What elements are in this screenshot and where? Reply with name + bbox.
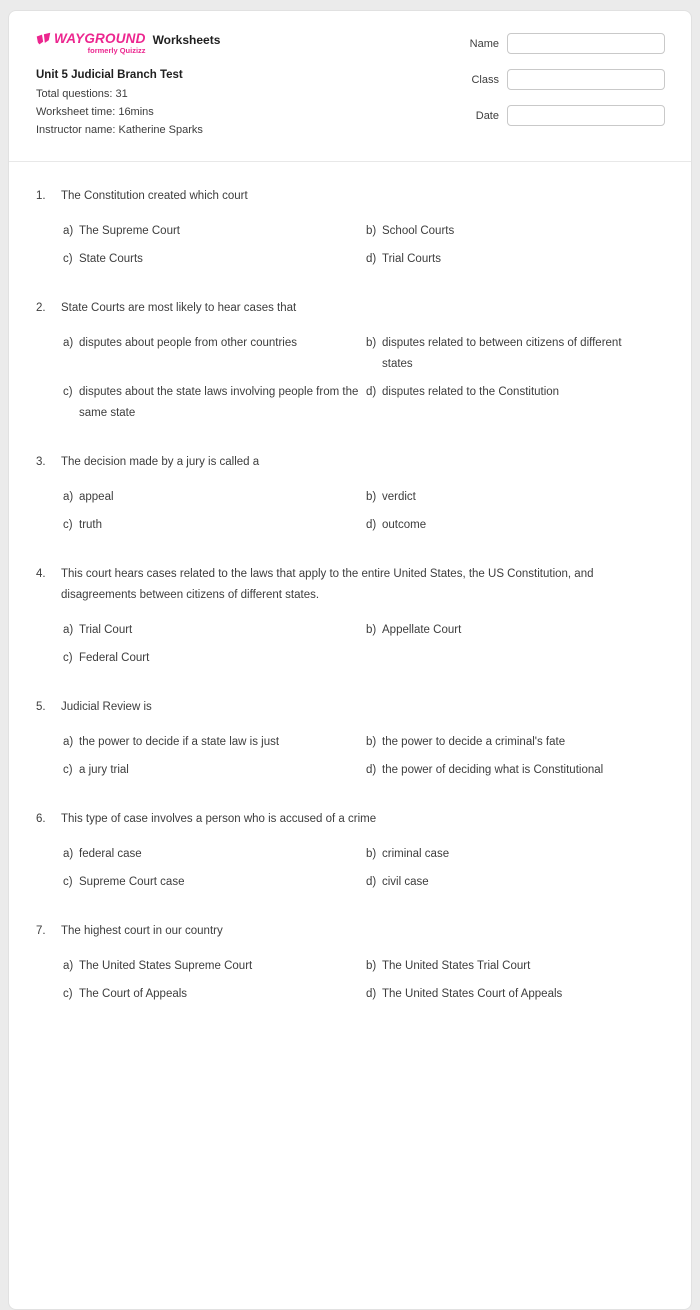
option-letter: b) [366, 337, 377, 349]
option-text: the power to decide a criminal's fate [382, 736, 566, 748]
question-number: 5. [36, 701, 46, 713]
name-input[interactable] [507, 33, 665, 54]
option-letter: d) [366, 253, 377, 265]
header-left [36, 31, 220, 139]
question-number: 4. [36, 568, 46, 580]
answer-option [63, 760, 366, 781]
answer-option [366, 221, 661, 242]
option-text: Trial Courts [382, 253, 441, 265]
answer-option [366, 844, 661, 865]
question-text: The Constitution created which court [61, 190, 248, 202]
question-number: 6. [36, 813, 46, 825]
answer-option [63, 648, 366, 669]
option-letter: a) [63, 225, 74, 237]
option-letter: d) [366, 988, 377, 1000]
option-text: The Court of Appeals [79, 988, 188, 1000]
option-letter: c) [63, 652, 73, 664]
answer-option [366, 956, 661, 977]
meta-instructor-name: Instructor name: Katherine Sparks [36, 124, 203, 136]
question-head [36, 186, 661, 207]
answer-option [63, 249, 366, 270]
option-letter: d) [366, 764, 377, 776]
option-text: verdict [382, 491, 416, 503]
answer-option [366, 620, 661, 641]
question-number: 3. [36, 456, 46, 468]
student-fields [457, 33, 665, 139]
questions-list [9, 162, 691, 1035]
option-letter: a) [63, 848, 74, 860]
answer-option [366, 382, 661, 424]
option-text: disputes related to between citizens of different states [382, 337, 622, 370]
date-field-label: Date [475, 109, 499, 122]
option-text: The United States Trial Court [382, 960, 531, 972]
option-letter: c) [63, 519, 73, 531]
question-block [36, 452, 661, 536]
brand-subtitle: formerly Quizizz [87, 46, 146, 55]
option-letter: a) [63, 337, 74, 349]
class-input[interactable] [507, 69, 665, 90]
meta-total-questions: Total questions: 31 [36, 88, 128, 100]
question-block [36, 298, 661, 424]
question-block [36, 564, 661, 669]
answer-option [63, 333, 366, 375]
option-text: Trial Court [79, 624, 133, 636]
question-number: 7. [36, 925, 46, 937]
option-letter: b) [366, 848, 377, 860]
option-text: Federal Court [79, 652, 150, 664]
answer-option [366, 333, 661, 375]
option-letter: c) [63, 988, 73, 1000]
answer-option [366, 760, 661, 781]
answer-option [63, 872, 366, 893]
question-block [36, 697, 661, 781]
question-block [36, 809, 661, 893]
answer-option [366, 249, 661, 270]
option-letter: c) [63, 876, 73, 888]
question-head [36, 809, 661, 830]
option-letter: a) [63, 491, 74, 503]
brand-text-block [54, 31, 146, 56]
date-field-row [457, 105, 665, 126]
option-letter: a) [63, 736, 74, 748]
option-text: The United States Supreme Court [79, 960, 253, 972]
answer-option [63, 620, 366, 641]
option-text: criminal case [382, 848, 450, 860]
question-head [36, 298, 661, 319]
name-field-label: Name [469, 37, 499, 50]
option-text: a jury trial [79, 764, 129, 776]
option-letter: c) [63, 764, 73, 776]
option-letter: a) [63, 624, 74, 636]
question-text: State Courts are most likely to hear cases that [61, 302, 297, 314]
options-grid [63, 221, 661, 270]
question-head [36, 452, 661, 473]
options-grid [63, 333, 661, 424]
answer-option [63, 956, 366, 977]
options-grid [63, 732, 661, 781]
answer-option [63, 515, 366, 536]
answer-option [366, 984, 661, 1005]
worksheet-meta [36, 85, 220, 139]
options-grid [63, 487, 661, 536]
option-letter: b) [366, 624, 377, 636]
worksheet-header [9, 11, 691, 162]
question-text: This type of case involves a person who is accused of a crime [61, 813, 377, 825]
answer-option [366, 515, 661, 536]
worksheet-title: Unit 5 Judicial Branch Test [36, 69, 183, 81]
option-letter: b) [366, 960, 377, 972]
option-text: School Courts [382, 225, 455, 237]
option-text: The United States Court of Appeals [382, 988, 563, 1000]
answer-option [63, 984, 366, 1005]
option-text: the power to decide if a state law is just [79, 736, 280, 748]
option-letter: c) [63, 253, 73, 265]
option-text: Supreme Court case [79, 876, 185, 888]
option-text: outcome [382, 519, 427, 531]
option-text: disputes about people from other countries [79, 337, 297, 349]
brand-logo [36, 31, 220, 56]
option-letter: b) [366, 491, 377, 503]
answer-option [366, 872, 661, 893]
option-text: truth [79, 519, 103, 531]
option-letter: b) [366, 225, 377, 237]
options-grid [63, 844, 661, 893]
question-number: 2. [36, 302, 46, 314]
option-letter: c) [63, 386, 73, 398]
product-name: Worksheets [152, 33, 221, 47]
wayground-logo-icon [36, 32, 51, 47]
name-field-row [457, 33, 665, 54]
answer-option [63, 487, 366, 508]
question-text: Judicial Review is [61, 701, 152, 713]
answer-option [63, 221, 366, 242]
answer-option [63, 382, 366, 424]
question-block [36, 921, 661, 1005]
brand-name: WAYGROUND [54, 31, 146, 46]
option-letter: a) [63, 960, 74, 972]
options-grid [63, 956, 661, 1005]
option-text: Appellate Court [382, 624, 462, 636]
option-letter: d) [366, 386, 377, 398]
option-text: federal case [79, 848, 142, 860]
date-input[interactable] [507, 105, 665, 126]
question-head [36, 921, 661, 942]
answer-option [366, 732, 661, 753]
option-text: the power of deciding what is Constitutional [382, 764, 604, 776]
answer-option [366, 487, 661, 508]
question-block [36, 186, 661, 270]
option-letter: d) [366, 519, 377, 531]
meta-worksheet-time: Worksheet time: 16mins [36, 106, 154, 118]
options-grid [63, 620, 661, 669]
option-text: appeal [79, 491, 114, 503]
question-text: This court hears cases related to the laws that apply to the entire United States, the US Constitution, and disagreements between citizens of different states. [61, 568, 594, 601]
option-letter: d) [366, 876, 377, 888]
answer-option [63, 732, 366, 753]
question-head [36, 697, 661, 718]
answer-option [63, 844, 366, 865]
question-text: The highest court in our country [61, 925, 223, 937]
option-text: State Courts [79, 253, 143, 265]
question-number: 1. [36, 190, 46, 202]
option-text: The Supreme Court [79, 225, 180, 237]
class-field-row [457, 69, 665, 90]
option-text: disputes related to the Constitution [382, 386, 560, 398]
class-field-label: Class [471, 73, 499, 86]
question-head [36, 564, 661, 606]
option-letter: b) [366, 736, 377, 748]
worksheet-card [8, 10, 692, 1310]
option-text: civil case [382, 876, 429, 888]
question-text: The decision made by a jury is called a [61, 456, 260, 468]
option-text: disputes about the state laws involving people from the same state [79, 386, 359, 419]
